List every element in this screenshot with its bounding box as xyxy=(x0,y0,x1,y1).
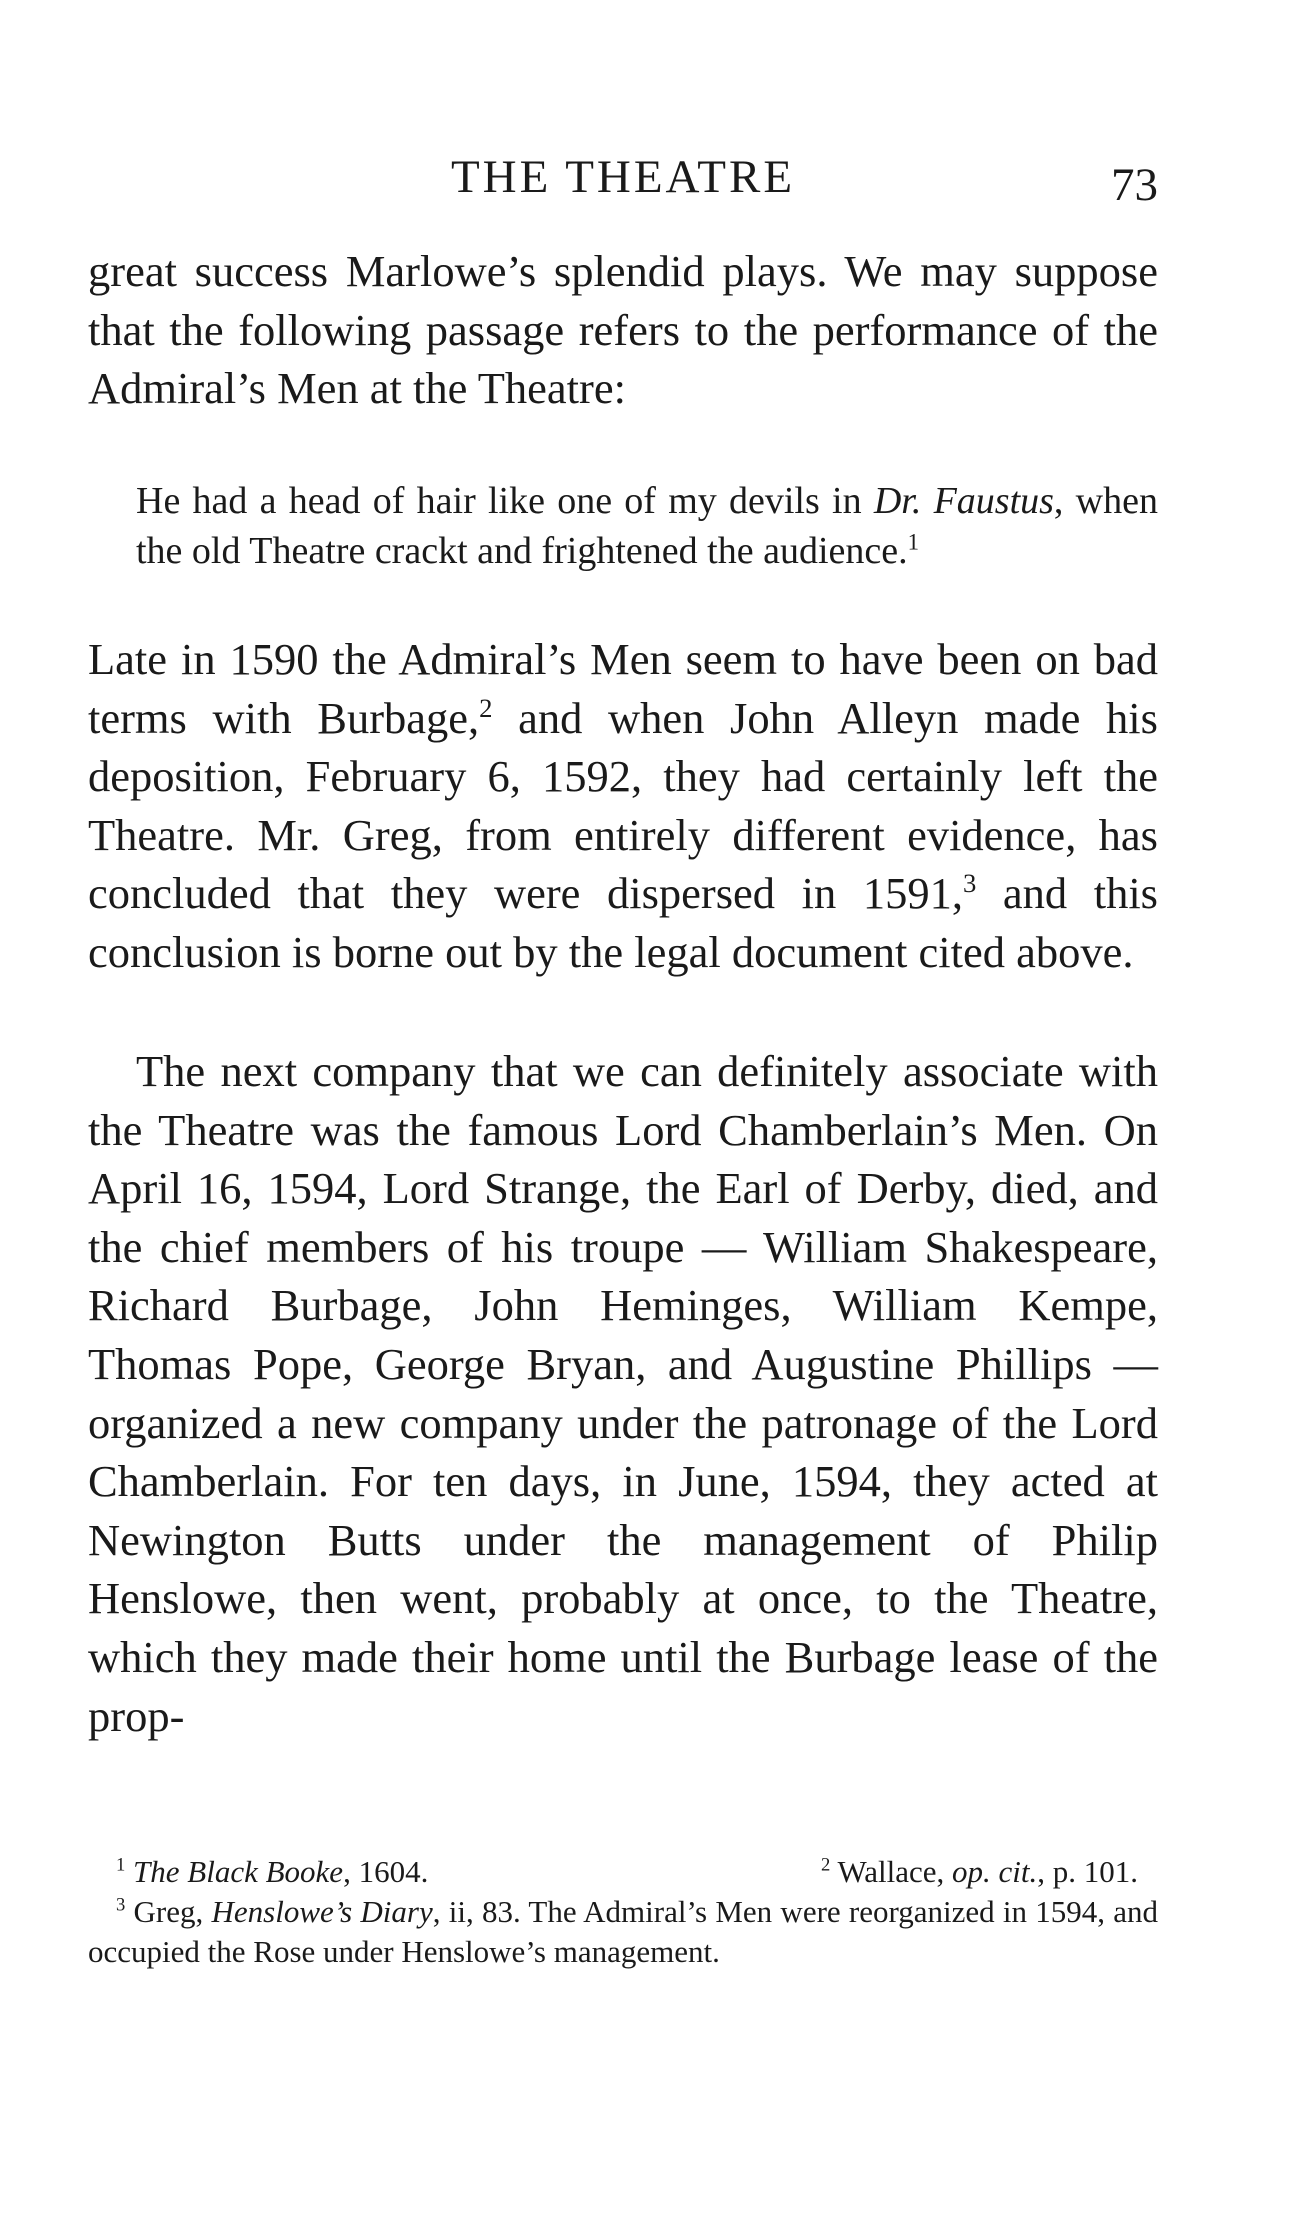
footnote-ref-1: 1 xyxy=(907,529,920,555)
running-title: THE THEATRE xyxy=(450,151,796,203)
footnote-ref-3: 3 xyxy=(962,868,977,899)
paragraph-2-part-2: and when John Alleyn made his deposition, February 6, 1592, they had certainly left the Theatre. Mr. Greg, from entirely different evidence, has concluded that they were dispersed in 1591, xyxy=(88,692,1158,919)
footnote-1-number: 1 xyxy=(116,1854,126,1876)
footnote-3-text-b: , ii, 83. The Admiral’s Men were reorganized in 1594, and occupied the Rose under Henslowe’s management. xyxy=(88,1894,1158,1969)
footnote-3-italic: Henslowe’s Diary xyxy=(211,1894,433,1929)
paragraph-2-text xyxy=(88,630,1158,982)
footnote-1-title: The Black Booke xyxy=(133,1854,344,1889)
page-number: 73 xyxy=(1111,159,1158,211)
paragraph-1-text: great success Marlowe’s splendid plays. We may suppose that the following passage refers to the performance of the Admiral’s Men at the Theatre: xyxy=(88,246,1158,414)
paragraph-1 xyxy=(88,242,1158,418)
footnotes xyxy=(88,1852,1158,1972)
quote-text-end: , when the old Theatre crackt and frightened the audience. xyxy=(136,480,1158,572)
footnote-2-italic: op. cit. xyxy=(952,1854,1038,1889)
paragraph-2 xyxy=(88,630,1158,982)
footnote-2-text-b: , p. 101. xyxy=(1037,1854,1138,1889)
paragraph-2-part-3: and this conclusion is borne out by the legal document cited above. xyxy=(88,868,1158,977)
footnote-1 xyxy=(116,1852,428,1892)
quote-text-start: He had a head of hair like one of my devils in xyxy=(136,480,874,522)
paragraph-3 xyxy=(88,1042,1158,1745)
footnote-1-rest: , 1604. xyxy=(343,1854,429,1889)
block-quote-text xyxy=(88,476,1158,576)
footnotes-row-1 xyxy=(88,1852,1158,1892)
footnote-ref-2: 2 xyxy=(479,692,493,723)
quote-italic-title: Dr. Faustus xyxy=(873,480,1054,522)
paragraph-3-text: The next company that we can definitely associate with the Theatre was the famous Lord Chamberlain’s Men. On April 16, 1594, Lord Strange, the Earl of Derby, died, and the chief members of his troupe — William Shakespeare, Richard Burbage, John Heminges, William Kempe, Thomas Pope, George Bryan, and Augustine Phillips — organized a new company under the patronage of the Lord Chamberlain. For ten days, in June, 1594, they acted at Newington Butts under the management of Philip Henslowe, then went, probably at once, to the Theatre, which they made their home until the Burbage lease of the prop- xyxy=(88,1046,1158,1741)
footnote-2-number: 2 xyxy=(820,1854,831,1876)
footnote-3-number: 3 xyxy=(116,1894,126,1916)
footnote-3 xyxy=(88,1892,1158,1972)
footnote-2-text-a: Wallace, xyxy=(837,1854,952,1889)
block-quote xyxy=(88,438,1158,614)
footnote-3-text-a: Greg, xyxy=(133,1894,212,1929)
footnote-2 xyxy=(821,1852,1158,1892)
page-header xyxy=(88,150,1158,210)
paragraph-2-part-1: Late in 1590 the Admiral’s Men seem to have been on bad terms with Burbage, xyxy=(88,634,1158,743)
